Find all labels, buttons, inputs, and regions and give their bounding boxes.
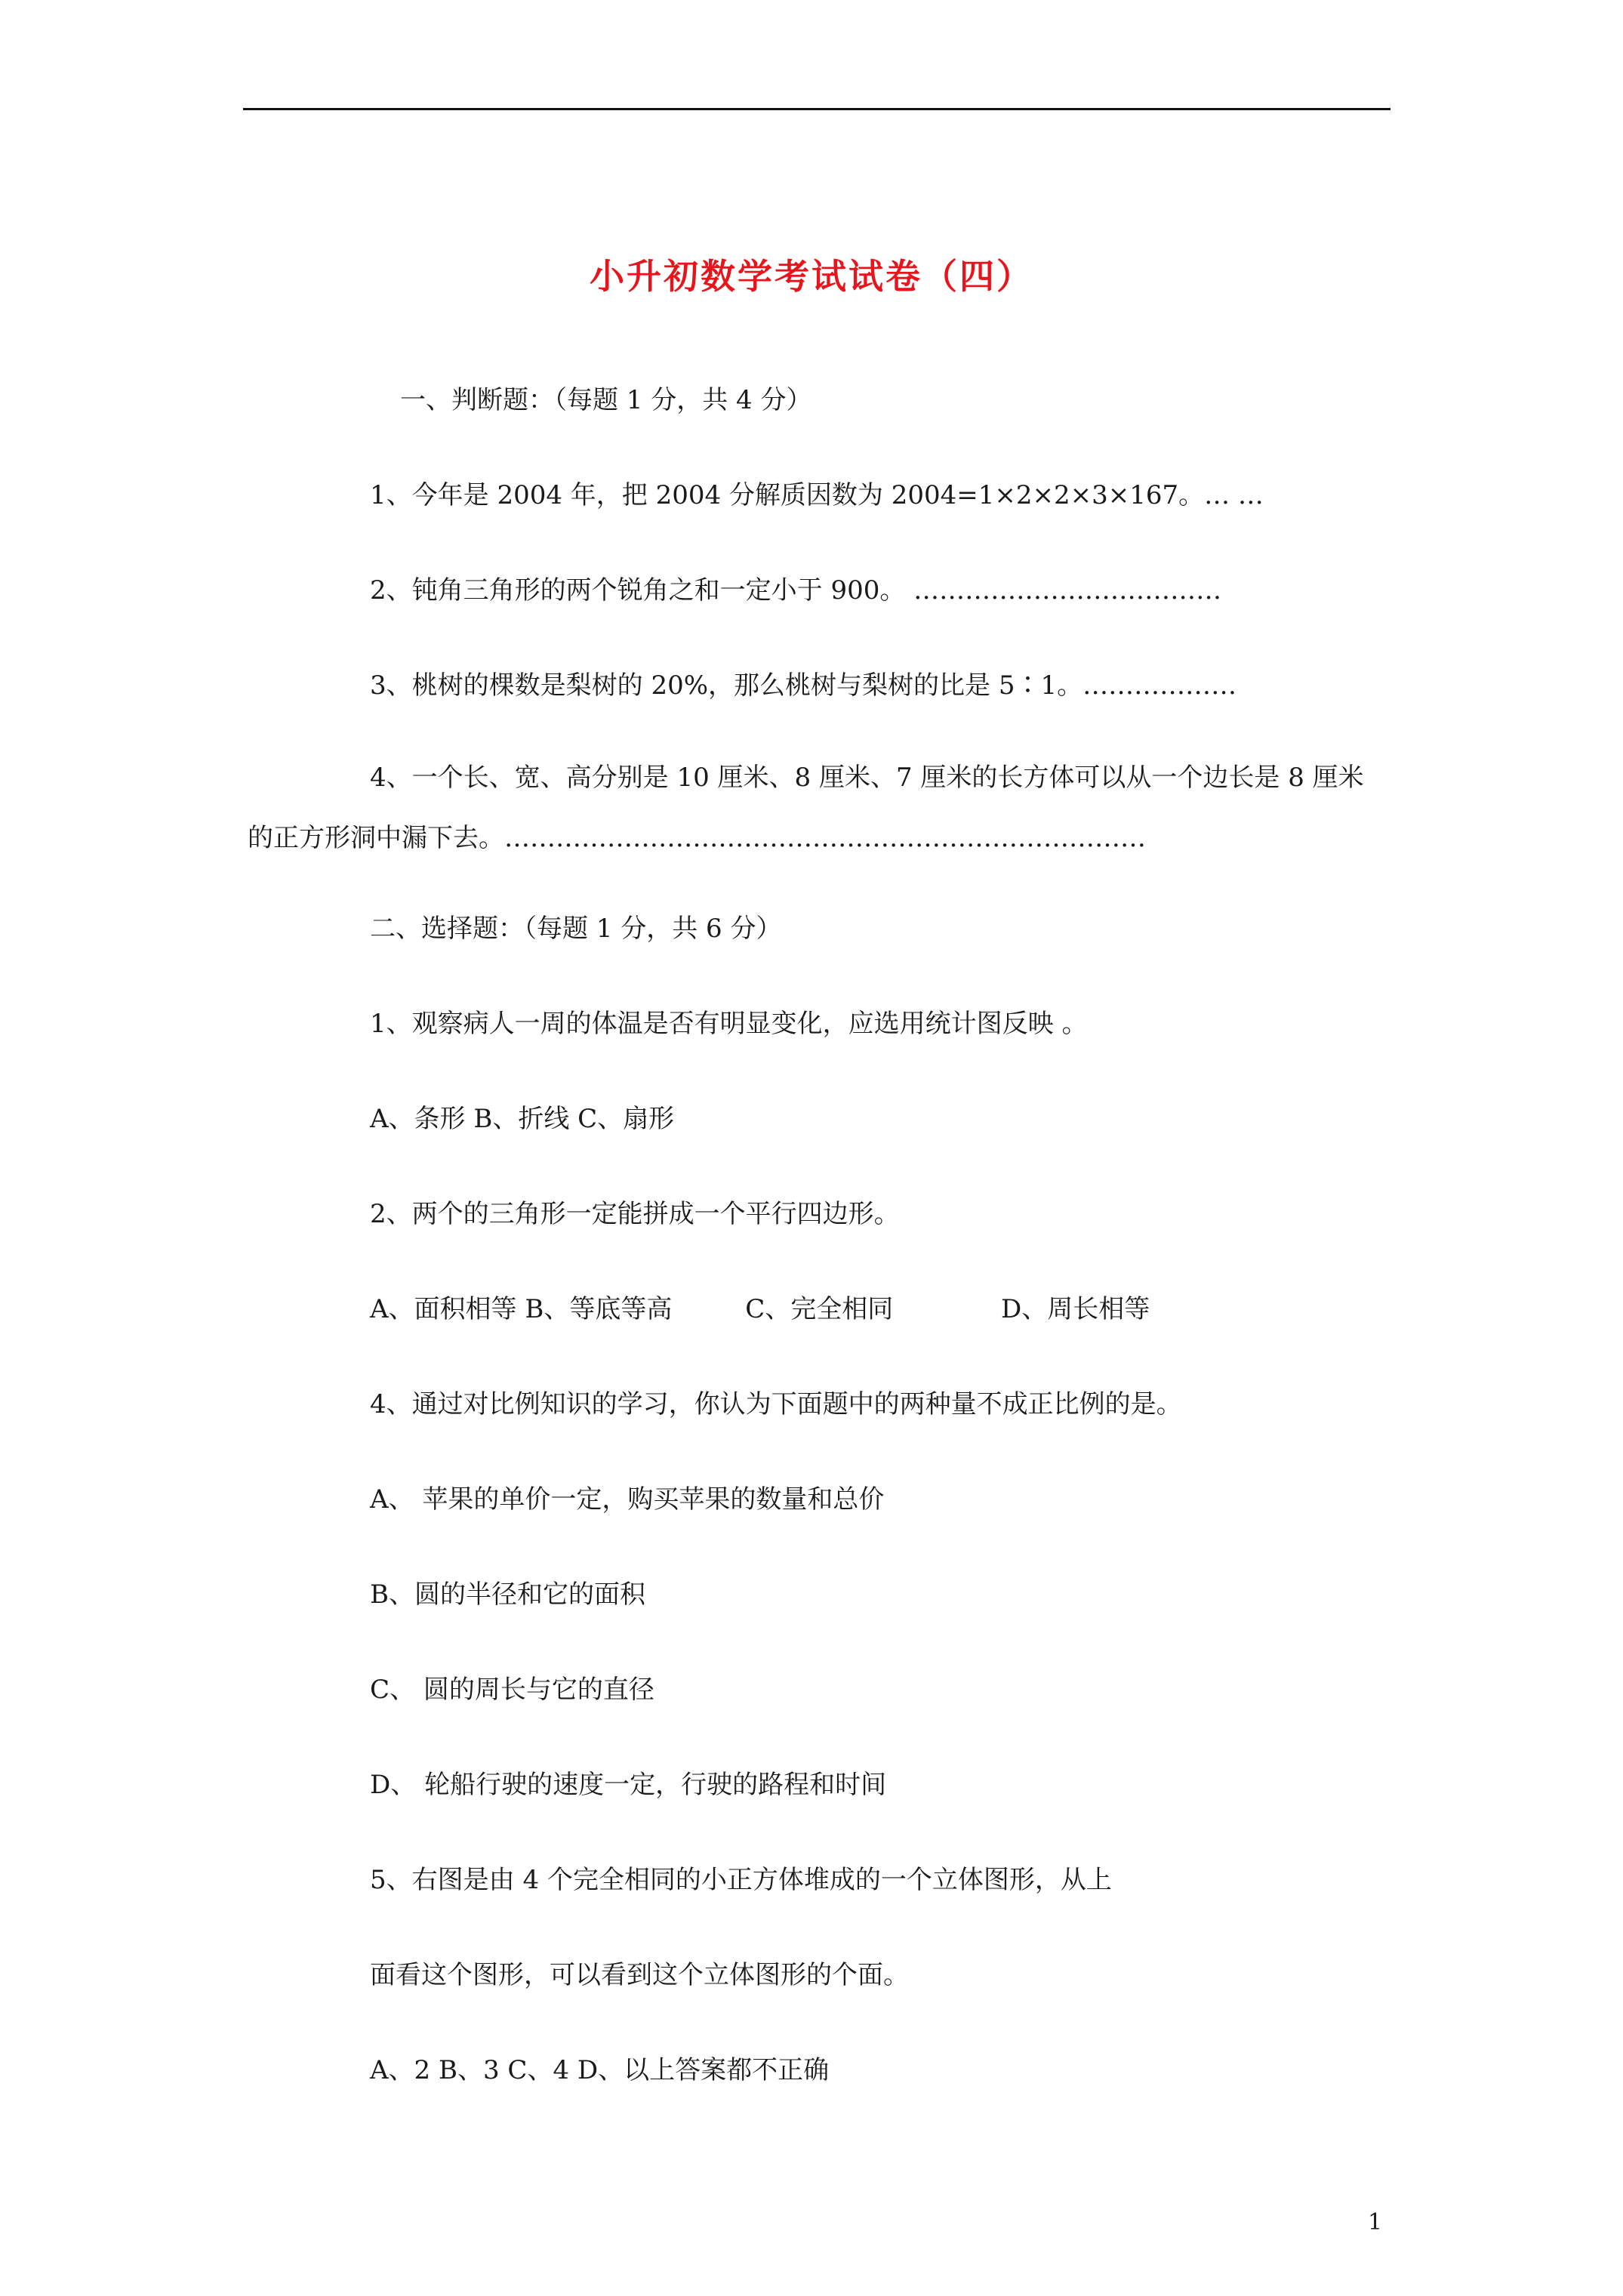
choice-question-4: 4、通过对比例知识的学习，你认为下面题中的两种量不成正比例的是。 (370, 1389, 1182, 1419)
section-1-heading: 一、判断题：（每题 1 分，共 4 分） (400, 385, 812, 415)
choice-question-5-line-1: 5、右图是由 4 个完全相同的小正方体堆成的一个立体图形，从上 (370, 1865, 1112, 1895)
option-a: A、面积相等 (370, 1294, 517, 1324)
choice-question-4-option-c: C、 圆的周长与它的直径 (370, 1675, 654, 1705)
choice-question-1-options: A、条形 B、折线 C、扇形 (370, 1104, 675, 1134)
choice-question-5-line-2: 面看这个图形，可以看到这个立体图形的个面。 (370, 1960, 909, 1990)
judgment-item-2: 2、钝角三角形的两个锐角之和一定小于 900。 ……………………………… (370, 575, 1222, 606)
option-b: B、等底等高 (525, 1294, 673, 1324)
choice-question-4-option-a: A、 苹果的单价一定，购买苹果的数量和总价 (370, 1484, 885, 1515)
option-c: C、完全相同 (745, 1294, 894, 1324)
choice-question-5-options: A、2 B、3 C、4 D、以上答案都不正确 (370, 2055, 830, 2085)
choice-question-2: 2、两个的三角形一定能拼成一个平行四边形。 (370, 1199, 900, 1229)
choice-question-4-option-b: B、圆的半径和它的面积 (370, 1579, 645, 1610)
page-number: 1 (1368, 2209, 1383, 2236)
section-2-heading: 二、选择题：（每题 1 分，共 6 分） (370, 914, 782, 944)
choice-question-1: 1、观察病人一周的体温是否有明显变化，应选用统计图反映 。 (370, 1009, 1088, 1039)
option-d: D、周长相等 (1001, 1294, 1150, 1324)
judgment-item-4: 4、一个长、宽、高分别是 10 厘米、8 厘米、7 厘米的长方体可以从一个边长是 8 厘米的正方形洞中漏下去。………………………………………………………………… (248, 763, 1364, 853)
page-title: 小升初数学考试试卷（四） (590, 256, 1033, 297)
choice-question-4-option-d: D、 轮船行驶的速度一定，行驶的路程和时间 (370, 1770, 887, 1800)
judgment-item-1: 1、今年是 2004 年，把 2004 分解质因数为 2004=1×2×2×3×167。… … (370, 480, 1264, 510)
judgment-item-3: 3、桃树的棵数是梨树的 20%，那么桃树与梨树的比是 5∶1。……………… (370, 670, 1237, 701)
header-rule (243, 108, 1390, 110)
choice-question-2-options (370, 1293, 1150, 1326)
